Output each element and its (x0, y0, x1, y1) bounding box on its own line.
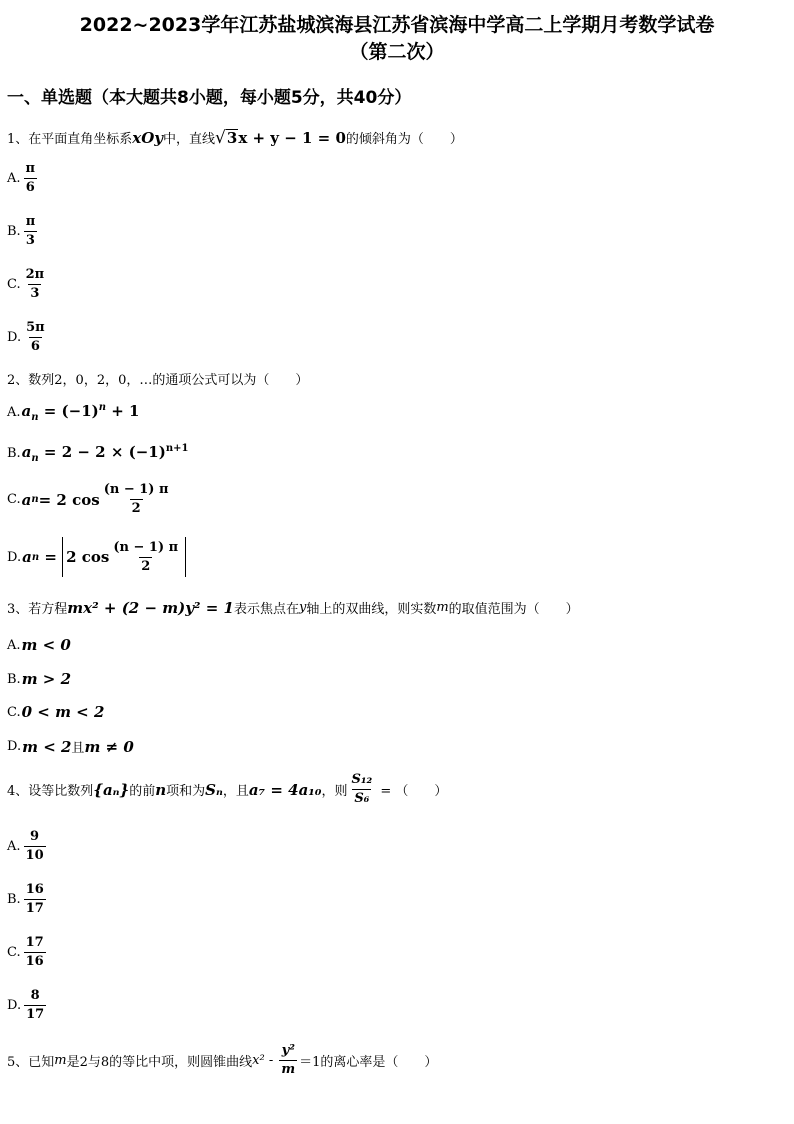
question-text: 已知 (28, 1055, 55, 1070)
denominator: 2 (131, 501, 141, 516)
subscript: n (31, 412, 39, 423)
question-5 (7, 1043, 437, 1078)
option-3d[interactable] (7, 737, 134, 756)
option-1d[interactable] (7, 320, 49, 355)
fraction (24, 882, 46, 917)
fraction (24, 267, 47, 302)
axis-var: y (298, 600, 307, 615)
option-label: A. (7, 637, 21, 653)
section-heading: 一、单选题（本大题共8小题，每小题5分，共40分） (7, 88, 412, 108)
formula (22, 537, 186, 577)
a-var: a (21, 402, 32, 420)
sqrt-expression (215, 129, 238, 146)
subscript: n (31, 453, 39, 464)
question-4 (7, 772, 447, 807)
option-label: B. (7, 446, 21, 461)
option-label: B. (7, 671, 21, 687)
formula: m > 2 (21, 670, 72, 688)
denominator: 3 (25, 233, 35, 248)
var-m: m (436, 600, 449, 615)
numerator: 16 (25, 882, 44, 897)
option-label: B. (7, 892, 21, 907)
fraction (349, 772, 374, 807)
expr: = (−1) (38, 402, 99, 420)
line-equation: x + y − 1 = 0 (238, 128, 346, 147)
question-text: ，则 (321, 784, 348, 799)
option-label: A. (7, 405, 21, 420)
fraction (24, 214, 38, 249)
formula (22, 482, 173, 517)
option-label: A. (7, 171, 21, 186)
fraction (111, 540, 180, 575)
formula: 0 < m < 2 (21, 703, 105, 721)
denominator: 17 (26, 1007, 45, 1022)
option-label: B. (7, 224, 21, 239)
numerator: (n − 1) π (103, 482, 169, 497)
a-var: a (21, 443, 32, 461)
option-3b[interactable] (7, 670, 71, 688)
option-1a[interactable] (7, 161, 39, 196)
question-number: 4、 (7, 784, 29, 799)
question-text: ，且 (222, 784, 249, 799)
denominator: 2 (141, 558, 151, 574)
subscript: n (31, 494, 39, 505)
question-text: 是2与8的等比中项，则圆锥曲线 (66, 1055, 253, 1070)
question-text: 若方程 (28, 602, 68, 617)
numerator: y² (281, 1043, 295, 1058)
denominator: 16 (25, 954, 44, 969)
subscript: n (31, 551, 40, 563)
fraction (24, 988, 46, 1023)
exponent: n (98, 402, 107, 413)
numerator: 9 (30, 829, 40, 844)
question-text: ＝1的离心率是（ ） (299, 1055, 438, 1070)
expr: = 2 cos (38, 490, 100, 509)
option-4d[interactable] (7, 988, 48, 1023)
expr: = (39, 548, 63, 566)
fraction (24, 935, 46, 970)
denominator: 6 (30, 339, 40, 354)
option-label: A. (7, 839, 21, 854)
denominator: 10 (25, 848, 44, 863)
formula (22, 443, 189, 464)
sum-sn: Sₙ (205, 780, 223, 799)
formula: m < 0 (21, 636, 71, 654)
question-text: 中，直线 (163, 132, 216, 147)
option-4b[interactable] (7, 882, 48, 917)
radicand: 3 (226, 129, 238, 147)
numerator: (n − 1) π (113, 539, 179, 555)
question-number: 5、 (7, 1055, 29, 1070)
option-label: C. (7, 277, 21, 292)
question-3 (7, 598, 579, 617)
absolute-value (62, 537, 186, 577)
question-text: 表示焦点在 (233, 602, 299, 617)
numerator: 5π (26, 320, 45, 335)
fraction (102, 482, 171, 517)
formula: m ≠ 0 (84, 737, 134, 756)
option-label: C. (7, 492, 21, 507)
formula: m < 2 (22, 737, 72, 756)
question-text: 项和为 (166, 784, 206, 799)
question-text: 数列2，0，2，0，…的通项公式可以为（ ） (28, 373, 309, 388)
var-n: n (155, 780, 167, 799)
radical-sign: √ (215, 128, 226, 148)
option-3c[interactable] (7, 703, 104, 721)
option-1b[interactable] (7, 214, 39, 249)
numerator: 8 (30, 988, 40, 1003)
question-text: 的前 (129, 784, 156, 799)
option-4c[interactable] (7, 935, 48, 970)
expr: = 2 − 2 × (−1) (38, 443, 166, 461)
denominator: 6 (25, 180, 35, 195)
fraction (279, 1043, 297, 1078)
exam-title-line1: 2022~2023学年江苏盐城滨海县江苏省滨海中学高二上学期月考数学试卷 (79, 14, 715, 36)
option-label: D. (7, 330, 22, 345)
option-label: C. (7, 704, 21, 720)
question-2 (7, 369, 308, 388)
option-label: D. (7, 739, 22, 754)
question-number: 3、 (7, 602, 29, 617)
coordinate-system: xOy (132, 128, 164, 147)
numerator: π (25, 214, 36, 229)
expr-tail: + 1 (106, 402, 140, 420)
fraction (24, 320, 47, 355)
denominator: S₆ (354, 791, 370, 806)
option-4a[interactable] (7, 829, 48, 864)
fraction (24, 161, 38, 196)
numerator: 17 (25, 935, 44, 950)
question-text: 的倾斜角为（ ） (345, 132, 463, 147)
equation: mx² + (2 − m)y² = 1 (67, 598, 234, 617)
formula (22, 402, 140, 423)
x-squared: x² (252, 1053, 265, 1068)
expr-inner: 2 cos (66, 548, 110, 566)
option-3a[interactable] (7, 636, 71, 654)
question-text: 的取值范围为（ ） (448, 602, 579, 617)
minus-sign: - (264, 1053, 278, 1068)
numerator: π (25, 161, 36, 176)
a-var: a (22, 548, 32, 566)
question-text: 轴上的双曲线，则实数 (306, 602, 437, 617)
option-label: C. (7, 945, 21, 960)
question-text: 设等比数列 (28, 784, 94, 799)
condition: a₇ = 4a₁₀ (248, 780, 322, 799)
numerator: S₁₂ (351, 772, 373, 787)
option-2c[interactable] (7, 482, 172, 517)
option-2b[interactable] (7, 443, 188, 464)
var-m: m (54, 1053, 67, 1068)
sequence: {aₙ} (93, 780, 130, 799)
question-number: 2、 (7, 373, 29, 388)
question-number: 1、 (7, 132, 29, 147)
exponent: n+1 (165, 443, 189, 454)
option-label: D. (7, 549, 22, 565)
conjunction: 且 (71, 741, 85, 756)
question-1 (7, 128, 463, 147)
numerator: 2π (25, 267, 45, 282)
option-1c[interactable] (7, 267, 48, 302)
question-text: = （ ） (376, 784, 448, 799)
a-var: a (21, 490, 32, 509)
denominator: m (281, 1062, 296, 1077)
question-text: 在平面直角坐标系 (28, 132, 133, 147)
option-label: D. (7, 998, 22, 1013)
option-2a[interactable] (7, 402, 140, 423)
denominator: 17 (25, 901, 44, 916)
denominator: 3 (30, 286, 40, 301)
fraction (24, 829, 46, 864)
exam-title-line2: （第二次） (349, 41, 445, 63)
option-2d[interactable] (7, 537, 186, 577)
